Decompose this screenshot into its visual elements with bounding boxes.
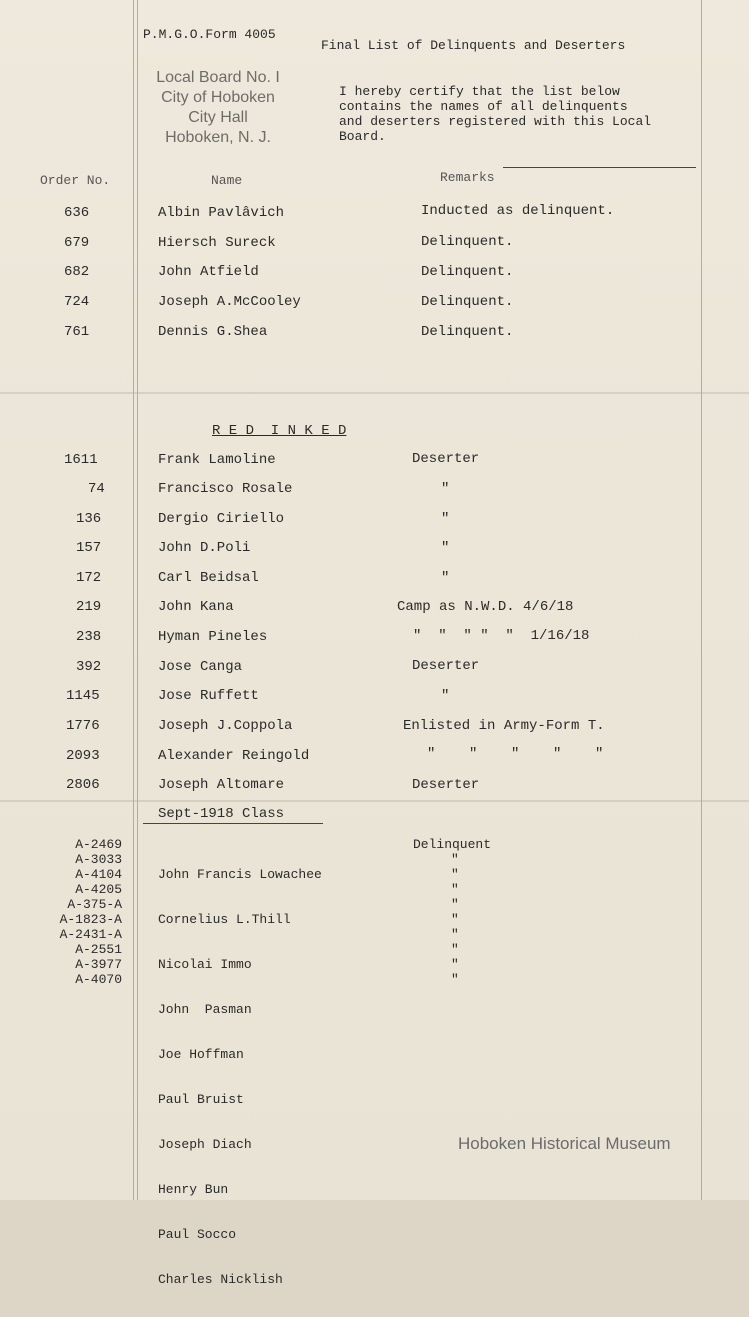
registrant-name: Cornelius L.Thill <box>158 912 291 927</box>
registrant-name: Carl Beidsal <box>158 570 259 586</box>
certification-text <box>339 84 651 144</box>
order-number: A-1823-A <box>59 912 122 927</box>
registrant-name: Paul Bruist <box>158 1092 244 1107</box>
sept-class-order-column <box>40 837 122 987</box>
order-number: 1776 <box>66 718 100 734</box>
registrant-name: Joe Hoffman <box>158 1047 244 1062</box>
remarks: Deserter <box>412 777 480 793</box>
order-number: 636 <box>64 205 90 221</box>
registrant-name: Francisco Rosale <box>158 481 293 497</box>
right-margin-line <box>701 0 702 1200</box>
remarks: " <box>441 481 450 497</box>
remarks: Deserter <box>412 451 480 467</box>
fold-crease <box>0 392 749 394</box>
registrant-name: John Kana <box>158 599 234 615</box>
order-number: A-2469 <box>75 837 122 852</box>
remarks: Enlisted in Army-Form T. <box>403 718 605 734</box>
registrant-name: Nicolai Immo <box>158 957 252 972</box>
museum-watermark: Hoboken Historical Museum <box>458 1134 671 1153</box>
order-number: 761 <box>64 324 90 340</box>
remarks: Delinquent. <box>421 324 514 340</box>
remarks: " <box>451 957 459 972</box>
registrant-name: Joseph A.McCooley <box>158 294 301 310</box>
order-number: A-4070 <box>75 972 122 987</box>
order-number: 679 <box>64 235 90 251</box>
order-number: A-3977 <box>75 957 122 972</box>
order-number: 238 <box>76 629 102 645</box>
registrant-name: Charles Nicklish <box>158 1272 283 1287</box>
remarks: " <box>441 570 450 586</box>
document-title: Final List of Delinquents and Deserters <box>321 38 626 53</box>
order-number: 2806 <box>66 777 100 793</box>
stamp-line: Hoboken, N. J. <box>165 129 271 146</box>
registrant-name: John Francis Lowachee <box>158 867 322 882</box>
remarks: " <box>441 511 450 527</box>
order-number: 172 <box>76 570 102 586</box>
order-number: 2093 <box>66 748 100 764</box>
left-margin-line <box>137 0 138 1200</box>
remarks: Camp as N.W.D. 4/6/18 <box>397 599 574 615</box>
certify-line: and deserters registered with this Local <box>339 114 652 129</box>
certify-line: Board. <box>339 129 386 144</box>
stamp-line: City Hall <box>188 109 248 126</box>
order-number: A-375-A <box>67 897 122 912</box>
registrant-name: Dennis G.Shea <box>158 324 268 340</box>
registrant-name: Alexander Reingold <box>158 748 310 764</box>
column-header-remarks: Remarks <box>440 170 495 185</box>
order-number: 1145 <box>66 688 100 704</box>
sept-class-name-column <box>158 837 322 1317</box>
registrant-name: Joseph J.Coppola <box>158 718 293 734</box>
registrant-name: Dergio Ciriello <box>158 511 285 527</box>
remarks: Delinquent. <box>421 294 514 310</box>
fold-crease <box>0 800 749 802</box>
remarks: " <box>441 540 450 556</box>
remarks: Delinquent <box>413 837 492 852</box>
sept-class-heading: Sept-1918 Class <box>158 806 285 822</box>
remarks: " <box>451 927 459 942</box>
signature-line <box>503 167 696 168</box>
order-number: 74 <box>88 481 105 497</box>
order-number: A-2551 <box>75 942 122 957</box>
registrant-name: John Pasman <box>158 1002 252 1017</box>
registrant-name: Frank Lamoline <box>158 452 276 468</box>
remarks: " <box>451 912 459 927</box>
column-header-order: Order No. <box>40 173 111 188</box>
registrant-name: Jose Ruffett <box>158 688 259 704</box>
certify-line: contains the names of all delinquents <box>339 99 628 114</box>
registrant-name: Joseph Diach <box>158 1137 252 1152</box>
remarks: " " " " " <box>427 746 604 762</box>
red-inked-heading: R E D I N K E D <box>212 423 347 439</box>
registrant-name: John Atfield <box>158 264 259 280</box>
registrant-name: Hiersch Sureck <box>158 235 276 251</box>
remarks: Inducted as delinquent. <box>421 203 615 219</box>
remarks: " <box>451 852 459 867</box>
heading-underline <box>143 823 323 824</box>
remarks: " <box>451 897 459 912</box>
stamp-line: Local Board No. I <box>156 69 280 86</box>
sept-class-remarks-column <box>413 837 491 987</box>
remarks: " <box>451 972 459 987</box>
registrant-name: Jose Canga <box>158 659 243 675</box>
local-board-stamp <box>133 68 303 148</box>
order-number: 1611 <box>64 452 98 468</box>
remarks: " " " " " 1/16/18 <box>413 628 590 644</box>
remarks: Delinquent. <box>421 264 514 280</box>
remarks: Deserter <box>412 658 480 674</box>
remarks: " <box>451 942 459 957</box>
registrant-name: Joseph Altomare <box>158 777 285 793</box>
order-number: A-4205 <box>75 882 122 897</box>
remarks: " <box>451 867 459 882</box>
certify-line: I hereby certify that the list below <box>339 84 620 99</box>
order-number: A-3033 <box>75 852 122 867</box>
order-number: A-4104 <box>75 867 122 882</box>
registrant-name: Paul Socco <box>158 1227 237 1242</box>
remarks: " <box>441 688 450 704</box>
column-header-name: Name <box>211 173 243 188</box>
order-number: 682 <box>64 264 90 280</box>
stamp-line: City of Hoboken <box>161 89 275 106</box>
remarks: " <box>451 882 459 897</box>
order-number: A-2431-A <box>59 927 122 942</box>
registrant-name: Albin Pavlâvich <box>158 205 285 221</box>
order-number: 219 <box>76 599 102 615</box>
order-number: 392 <box>76 659 102 675</box>
order-number: 136 <box>76 511 102 527</box>
left-margin-line <box>133 0 134 1200</box>
registrant-name: Hyman Pineles <box>158 629 268 645</box>
remarks: Delinquent. <box>421 234 514 250</box>
order-number: 724 <box>64 294 90 310</box>
registrant-name: John D.Poli <box>158 540 251 556</box>
registrant-name: Henry Bun <box>158 1182 229 1197</box>
order-number: 157 <box>76 540 102 556</box>
form-id: P.M.G.O.Form 4005 <box>143 27 276 42</box>
